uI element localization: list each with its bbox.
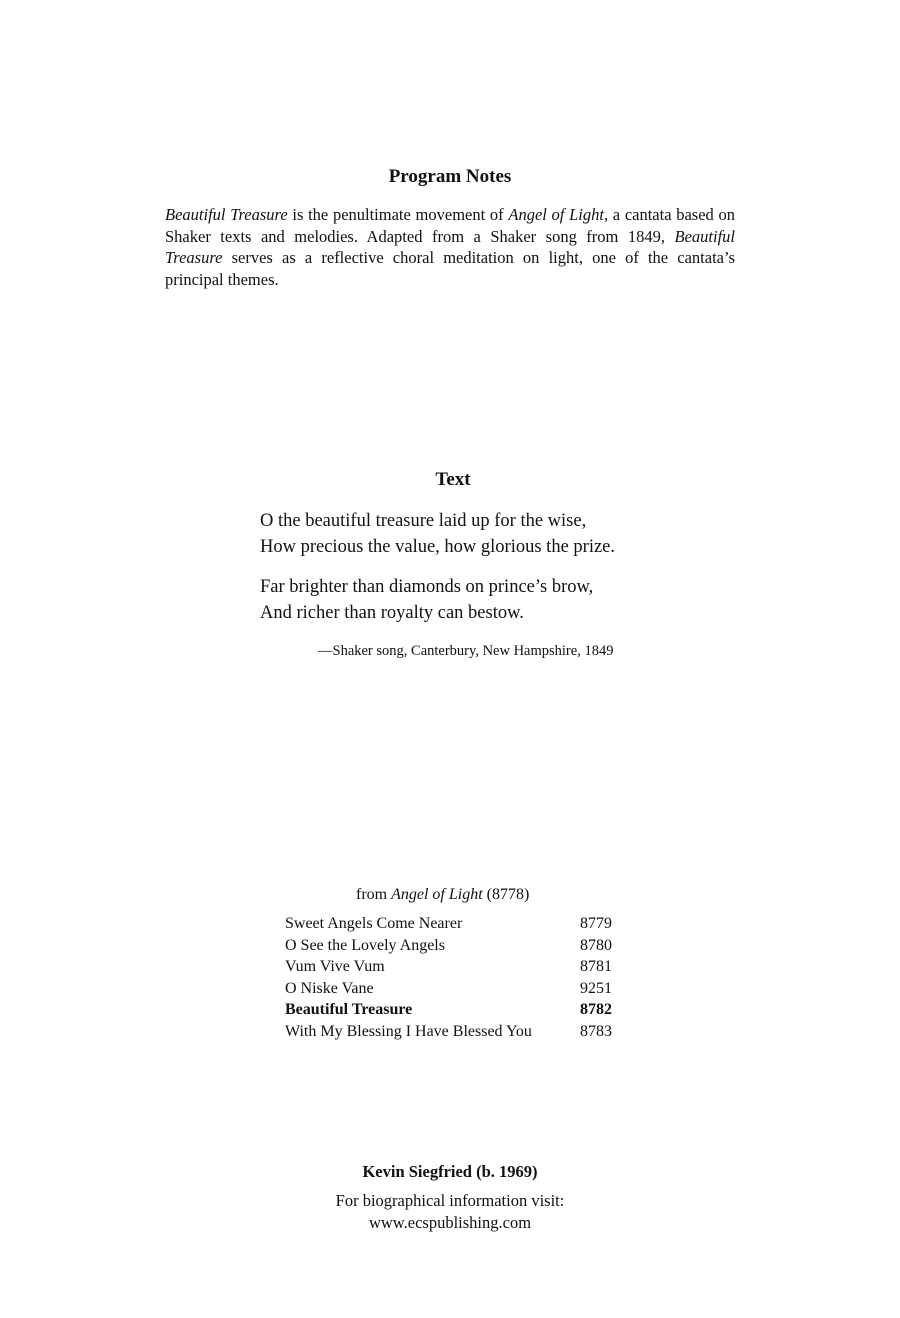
- works-prefix: from: [356, 886, 392, 903]
- verse: [260, 574, 680, 626]
- bio-label: For biographical information visit:: [335, 1191, 565, 1210]
- composer-name: Kevin Siegfried (b. 1969): [362, 1162, 538, 1181]
- title-angel-of-light: Angel of Light: [508, 205, 604, 224]
- work-title: Vum Vive Vum: [285, 958, 385, 975]
- program-notes-text: is the penultimate movement of: [287, 205, 509, 224]
- work-row: [285, 956, 620, 978]
- work-number: 9251: [580, 979, 612, 997]
- work-number: 8782: [580, 1001, 612, 1018]
- program-notes-text: serves as a reflective choral meditation on light, one of the cantata’s principal themes.: [165, 248, 735, 289]
- program-notes-paragraph: [165, 204, 735, 290]
- verse-line: O the beautiful treasure laid up for the wise,: [260, 511, 587, 531]
- work-number: 8781: [580, 958, 612, 975]
- title-beautiful-treasure: Beautiful Treasure: [165, 226, 735, 267]
- verse-line: How precious the value, how glorious the prize.: [260, 537, 616, 557]
- works-heading: [356, 886, 529, 904]
- work-row-current: [285, 999, 620, 1021]
- verse: [260, 508, 680, 560]
- work-title: With My Blessing I Have Blessed You: [285, 1022, 532, 1040]
- program-notes-text: , a cantata based on Shaker texts and melodies. Adapted from a Shaker song from 1849,: [165, 205, 736, 246]
- work-row: [285, 913, 620, 935]
- bio-url: www.ecspublishing.com: [368, 1213, 532, 1232]
- work-title: O Niske Vane: [285, 979, 374, 997]
- work-title: Beautiful Treasure: [285, 1001, 413, 1018]
- work-number: 8779: [580, 915, 612, 932]
- text-heading: Text: [435, 469, 471, 490]
- work-row: [285, 1021, 620, 1043]
- work-title: O See the Lovely Angels: [285, 936, 445, 954]
- title-beautiful-treasure: Beautiful Treasure: [165, 205, 288, 224]
- work-row: [285, 978, 620, 1000]
- text-attribution: —Shaker song, Canterbury, New Hampshire, 1849: [318, 643, 614, 659]
- work-number: 8783: [580, 1022, 612, 1040]
- works-catalog-number: (8778): [482, 886, 530, 903]
- verse-line: Far brighter than diamonds on prince’s brow,: [260, 577, 594, 597]
- works-list: [285, 913, 620, 1042]
- verse-line: And richer than royalty can bestow.: [260, 603, 524, 623]
- work-title: Sweet Angels Come Nearer: [285, 915, 463, 932]
- work-row: [285, 935, 620, 957]
- work-number: 8780: [580, 936, 612, 954]
- program-notes-heading: Program Notes: [388, 166, 512, 187]
- works-cantata-title: Angel of Light: [391, 886, 483, 903]
